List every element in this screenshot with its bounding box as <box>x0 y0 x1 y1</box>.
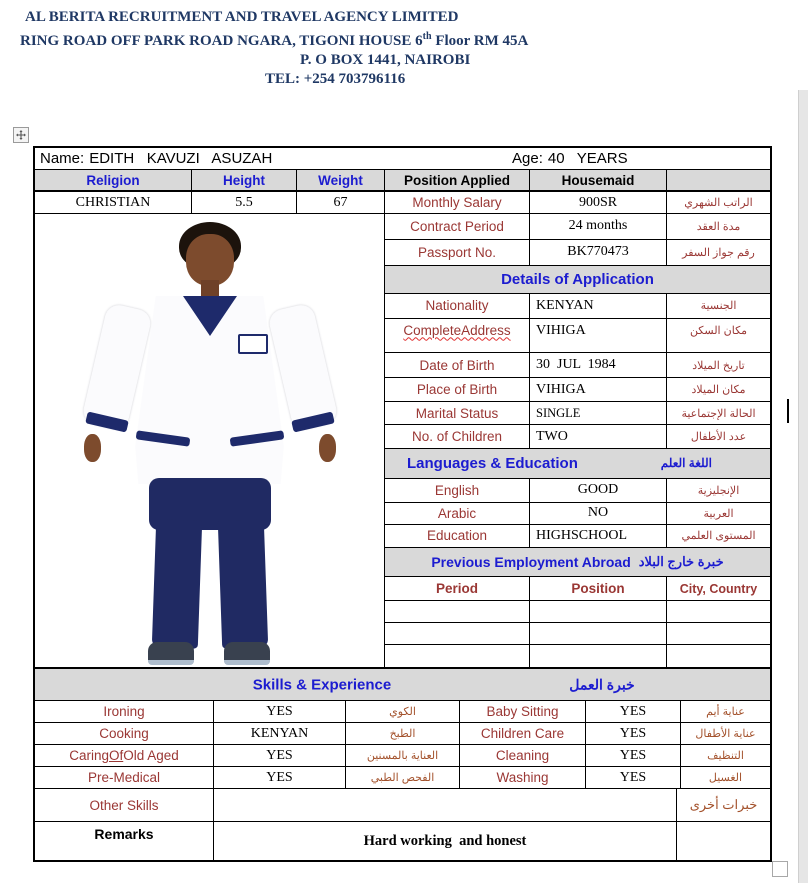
person-illustration <box>90 222 330 666</box>
skill-value: YES <box>214 767 346 788</box>
field-label: Date of Birth <box>385 353 530 377</box>
age-label: Age: <box>512 150 543 167</box>
skill-label: Pre-Medical <box>35 767 214 788</box>
city-country-column-header: City, Country <box>679 581 758 596</box>
applicant-photo <box>35 214 385 667</box>
empty-cell <box>667 623 770 644</box>
skill-value: YES <box>214 701 346 722</box>
position-value: Housemaid <box>530 170 667 190</box>
field-label-arabic: مدة العقد <box>696 220 741 233</box>
employment-empty-row <box>385 623 770 645</box>
height-header: Height <box>192 170 297 190</box>
field-label-arabic: الجنسية <box>700 300 737 313</box>
field-value: SINGLE <box>530 402 667 424</box>
position-applied-header: Position Applied <box>385 170 530 190</box>
person-leg <box>151 519 201 649</box>
languages-education-header: Languages & Education اللغة العلم <box>385 449 770 479</box>
field-label-arabic: مكان الميلاد <box>691 384 746 397</box>
field-value: VIHIGA <box>530 378 667 401</box>
previous-employment-header: Previous Employment Abroad خبرة خارج البلاد <box>385 548 770 578</box>
table-row <box>385 240 770 266</box>
field-value: 30 JUL 1984 <box>530 353 667 377</box>
empty-cell <box>667 645 770 667</box>
empty-cell <box>385 623 530 644</box>
applicant-age: 40 YEARS <box>547 150 628 167</box>
table-row <box>385 479 770 503</box>
period-column-header: Period <box>385 577 530 600</box>
table-row <box>385 353 770 378</box>
field-value: 900SR <box>530 192 667 213</box>
height-value: 5.5 <box>192 192 297 213</box>
empty-cell <box>530 645 667 667</box>
position-column-header: Position <box>530 577 667 600</box>
field-label: Education <box>385 525 530 547</box>
table-row <box>385 525 770 548</box>
skill-value: YES <box>214 745 346 766</box>
agency-pobox: P. O BOX 1441, NAIROBI <box>300 52 471 68</box>
field-value: TWO <box>530 425 667 448</box>
empty-header-cell <box>667 170 770 190</box>
skill-label: Washing <box>460 767 586 788</box>
skill-label-arabic: التنظيف <box>707 750 744 762</box>
field-label-arabic: الراتب الشهري <box>684 197 753 209</box>
table-row <box>385 319 770 354</box>
field-label-arabic: الحالة الإجتماعية <box>681 407 756 420</box>
field-label-arabic: الإنجليزية <box>697 484 740 497</box>
skill-value: YES <box>586 723 681 744</box>
other-skills-row <box>35 789 770 822</box>
previous-employment-header-arabic: خبرة خارج البلاد <box>638 553 724 569</box>
name-label: Name: <box>40 150 85 167</box>
details-block <box>385 214 770 667</box>
person-chest-badge <box>238 334 268 354</box>
skill-label-arabic: الطبخ <box>346 723 460 744</box>
field-value: VIHIGA <box>530 319 667 353</box>
table-row <box>385 214 770 240</box>
letterhead <box>0 8 808 89</box>
employment-empty-row <box>385 601 770 623</box>
table-row <box>385 425 770 449</box>
field-value: NO <box>530 503 667 524</box>
person-hand <box>84 434 101 462</box>
skill-value: KENYAN <box>214 723 346 744</box>
field-label-arabic: المستوى العلمي <box>681 530 756 543</box>
field-label: No. of Children <box>385 425 530 448</box>
languages-education-header-arabic: اللغة العلم <box>660 456 712 471</box>
field-label: Nationality <box>385 294 530 318</box>
mid-section <box>35 214 770 669</box>
person-hand <box>319 434 336 462</box>
skill-value: YES <box>586 745 681 766</box>
skill-label: Caring Of Old Aged <box>35 745 214 766</box>
field-label: Passport No. <box>385 240 530 265</box>
other-skills-arabic: خبرات أخرى <box>689 797 758 812</box>
table-row <box>385 402 770 425</box>
skill-label-arabic: الفحص الطبي <box>346 767 460 788</box>
skill-value: YES <box>586 701 681 722</box>
skills-row <box>35 767 770 789</box>
other-skills-label: Other Skills <box>35 789 214 821</box>
field-label-arabic: العربية <box>703 507 734 520</box>
empty-cell <box>530 623 667 644</box>
weight-header: Weight <box>297 170 385 190</box>
table-row <box>35 192 770 214</box>
religion-header: Religion <box>35 170 192 190</box>
skills-experience-header-arabic: خبرة العمل <box>569 676 635 692</box>
biodata-table <box>33 146 772 862</box>
skill-label-arabic: الكوي <box>346 701 460 722</box>
table-move-handle-icon[interactable] <box>13 127 29 143</box>
field-value: KENYAN <box>530 294 667 318</box>
person-face <box>186 234 234 286</box>
column-header-row <box>35 170 770 192</box>
employment-empty-row <box>385 645 770 667</box>
field-value: HIGHSCHOOL <box>530 525 667 547</box>
skill-label: Cleaning <box>460 745 586 766</box>
field-label-arabic: عدد الأطفال <box>690 431 747 444</box>
skill-label-arabic: الغسيل <box>708 772 743 784</box>
person-vneck-collar <box>183 296 237 336</box>
table-row <box>385 294 770 319</box>
person-leg <box>217 519 267 649</box>
agency-address: RING ROAD OFF PARK ROAD NGARA, TIGONI HOUSE 6th Floor RM 45A <box>20 31 529 49</box>
remarks-label: Remarks <box>35 822 214 860</box>
field-label-arabic: تاريخ الميلاد <box>692 359 745 372</box>
agency-phone: TEL: +254 703796116 <box>265 71 406 87</box>
weight-value: 67 <box>297 192 385 213</box>
field-value: GOOD <box>530 479 667 502</box>
skills-row <box>35 701 770 723</box>
skill-value: YES <box>586 767 681 788</box>
skills-row <box>35 745 770 767</box>
employment-columns-row <box>385 577 770 601</box>
skill-label-arabic: العناية بالمسنين <box>346 745 460 766</box>
skill-label: Ironing <box>35 701 214 722</box>
skills-experience-header: Skills & Experience خبرة العمل <box>35 669 770 701</box>
person-shoe <box>224 642 270 665</box>
field-label: Place of Birth <box>385 378 530 401</box>
text-cursor <box>787 399 789 423</box>
skill-label: Cooking <box>35 723 214 744</box>
person-shoe <box>148 642 194 665</box>
remarks-value: Hard working and honest <box>214 822 677 860</box>
empty-cell <box>385 645 530 667</box>
empty-cell <box>530 601 667 622</box>
empty-cell <box>385 601 530 622</box>
details-of-application-header: Details of Application <box>385 266 770 294</box>
skill-label: Children Care <box>460 723 586 744</box>
skills-row <box>35 723 770 745</box>
field-label: English <box>385 479 530 502</box>
page-edge-strip <box>798 90 808 883</box>
empty-cell <box>677 822 770 860</box>
remarks-row <box>35 822 770 860</box>
field-label-arabic: مكان السكن <box>689 324 748 337</box>
skill-label: Baby Sitting <box>460 701 586 722</box>
name-age-row <box>35 148 770 170</box>
field-value: BK770473 <box>530 240 667 265</box>
table-resize-handle[interactable] <box>772 861 788 877</box>
skill-label-arabic: عناية الأطفال <box>695 728 756 740</box>
agency-name: AL BERITA RECRUITMENT AND TRAVEL AGENCY LIMITED <box>25 9 459 25</box>
field-label: Monthly Salary <box>385 192 530 213</box>
field-label-arabic: رقم جواز السفر <box>682 246 755 259</box>
table-row <box>385 503 770 525</box>
field-label: Marital Status <box>385 402 530 424</box>
field-value: 24 months <box>530 214 667 239</box>
field-label: CompleteAddress <box>385 319 530 353</box>
other-skills-value <box>214 789 677 821</box>
empty-cell <box>667 601 770 622</box>
skill-label-arabic: عناية أيم <box>706 706 745 718</box>
religion-value: CHRISTIAN <box>35 192 192 213</box>
table-row <box>385 378 770 402</box>
field-label: Arabic <box>385 503 530 524</box>
field-label: Contract Period <box>385 214 530 239</box>
applicant-name: EDITH KAVUZI ASUZAH <box>89 150 273 167</box>
